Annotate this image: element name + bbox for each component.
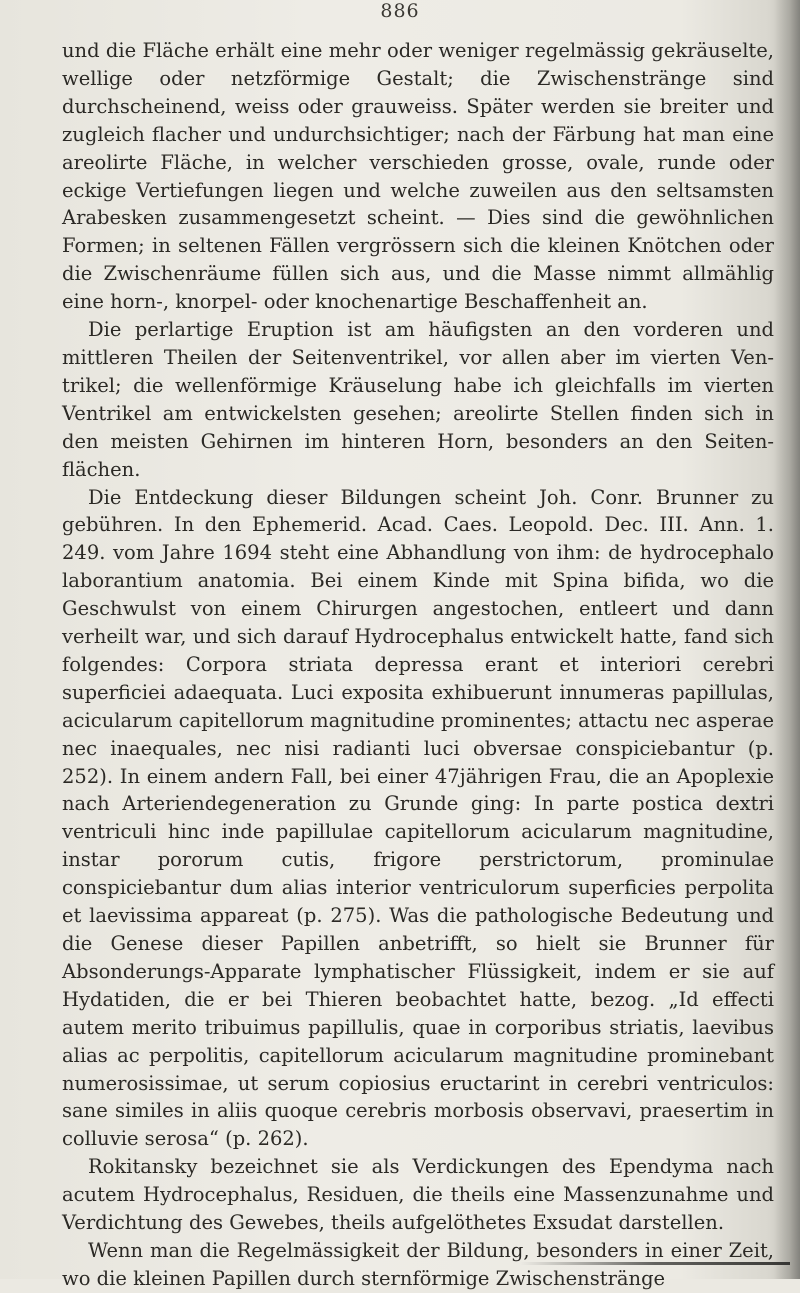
body-text <box>62 37 774 1293</box>
paragraph-2: Die perlartige Eruption ist am häufigsten an den vorderen und mittleren Theilen der Seitenventrikel, vor allen aber im vierten Ventrikel; die wellenförmige Kräuselung habe ich gleichfalls im vierten Ventrikel am entwickelsten gesehen; areolirte Stellen finden sich in den meisten Gehirnen im hinteren Horn, besonders an den Seitenflächen. <box>62 318 774 481</box>
paragraph-4: Rokitansky bezeichnet sie als Verdickungen des Ependyma nach acutem Hydrocephalus, Residuen, die theils eine Massenzunahme und Verdichtung des Gewebes, theils aufgelöthetes Exsudat darstellen. <box>62 1155 774 1235</box>
bottom-edge-line <box>520 1262 790 1265</box>
paragraph-5: Wenn man die Regelmässigkeit der Bildung, besonders in einer Zeit, wo die kleinen Papillen durch sternförmige Zwischenstränge <box>62 1238 774 1290</box>
page-number: 886 <box>380 0 420 22</box>
page-edge-shadow <box>774 0 800 1279</box>
paragraph-1: und die Fläche erhält eine mehr oder weniger regelmässig gekräuselte, wellige oder netzförmige Gestalt; die Zwischenstränge sind durchscheinend, weiss oder grauweiss. Später werden sie breiter und zugleich flacher und undurchsichtiger; nach der Färbung hat man eine areolirte Fläche, in welcher verschieden grosse, ovale, runde oder eckige Vertiefungen liegen und welche zuweilen aus den seltsamsten Arabesken zusammengesetzt scheint. — Dies sind die gewöhnlichen Formen; in seltenen Fällen vergrössern sich die kleinen Knötchen oder die Zwischenräume füllen sich aus, und die Masse nimmt allmählig eine horn-, knorpel- oder knochenartige Beschaffenheit an. <box>62 39 774 314</box>
paragraph-3: Die Entdeckung dieser Bildungen scheint Joh. Conr. Brunner zu gebühren. In den Ephemerid. Acad. Caes. Leopold. Dec. III. Ann. 1. 249. vom Jahre 1694 steht eine Abhandlung von ihm: de hydrocephalo laborantium anatomia. Bei einem Kinde mit Spina bifida, wo die Geschwulst von einem Chirurgen angestochen, entleert und dann verheilt war, und sich darauf Hydrocephalus entwickelt hatte, fand sich folgendes: Corpora striata depressa erant et interiori cerebri superficiei adaequata. Luci exposita exhibuerunt innumeras papillulas, acicularum capitellorum magnitudine prominentes; attactu nec asperae nec inaequales, nec nisi radianti luci obversae conspiciebantur (p. 252). In einem andern Fall, bei einer 47jährigen Frau, die an Apoplexie nach Arteriendegeneration zu Grunde ging: In parte postica dextri ventriculi hinc inde papillulae capitellorum acicularum magnitudine, instar pororum cutis, frigore perstrictorum, prominulae conspiciebantur dum alias interior ventriculorum superficies perpolita et laevissima appareat (p. 275). Was die pathologische Bedeutung und die Genese dieser Papillen anbetrifft, so hielt sie Brunner für Absonderungs-Apparate lymphatischer Flüssigkeit, indem er sie auf Hydatiden, die er bei Thieren beobachtet hatte, bezog. „Id effecti autem merito tribuimus papillulis, quae in corporibus striatis, laevibus alias ac perpolitis, capitellorum acicularum magnitudine prominebant numerosissimae, ut serum copiosius eructarint in cerebri ventriculos: sane similes in aliis quoque cerebris morbosis observavi, praesertim in colluvie serosa“ (p. 262). <box>62 485 774 1151</box>
